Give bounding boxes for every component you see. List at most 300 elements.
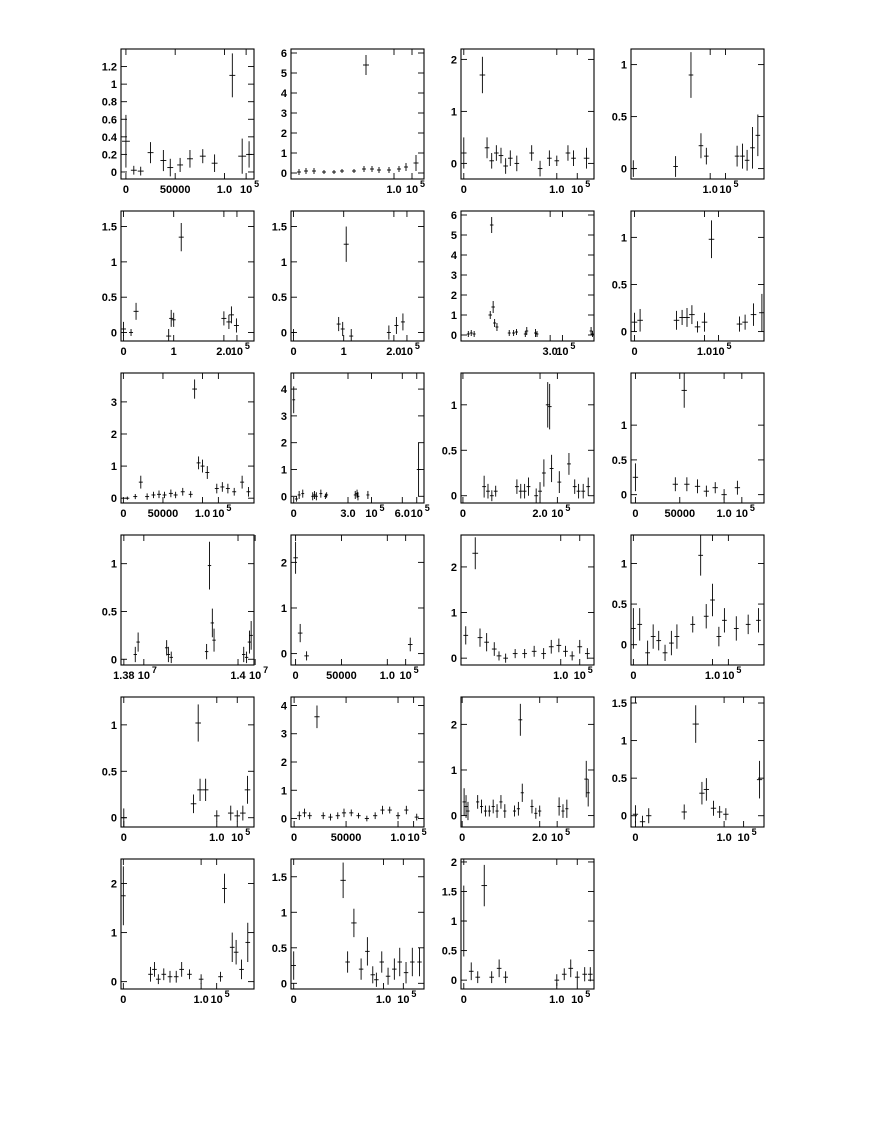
x-exponent-label: 5 (413, 665, 419, 675)
data-point (515, 479, 519, 494)
data-point (222, 874, 227, 903)
y-tick-label: 0.5 (271, 942, 287, 955)
data-point (541, 648, 546, 659)
data-point (139, 476, 143, 489)
x-tick-label: 3.0 (340, 508, 356, 520)
x-exponent-label: 5 (424, 503, 430, 513)
x-tick-label: 0 (291, 832, 298, 844)
data-point (131, 166, 137, 175)
data-point (308, 812, 312, 819)
panel-16 (612, 535, 764, 682)
y-tick-label: 3 (450, 270, 457, 282)
data-point (632, 313, 638, 332)
data-point (189, 491, 193, 497)
panel-2 (281, 48, 425, 196)
data-point (396, 812, 400, 819)
plot-frame (631, 49, 764, 179)
panel-18 (281, 697, 427, 844)
y-tick-label: 0 (450, 975, 457, 988)
plot-frame (461, 859, 594, 989)
data-point (532, 646, 537, 657)
panel-17 (102, 697, 254, 844)
data-point (292, 386, 295, 413)
y-tick-label: 4 (280, 384, 287, 397)
data-point (234, 318, 239, 332)
x-tick-label: 0 (122, 184, 129, 196)
x-exponent-label: 5 (585, 179, 591, 189)
y-tick-label: 1 (110, 927, 117, 940)
data-point (492, 800, 495, 814)
y-tick-label: 1 (450, 106, 457, 119)
data-point (562, 968, 567, 980)
data-point (165, 640, 168, 655)
data-point (538, 482, 542, 500)
plot-frame (461, 535, 594, 665)
y-tick-label: 2 (450, 561, 457, 574)
y-tick-label: 0 (620, 489, 627, 502)
data-point (363, 55, 369, 75)
data-point (675, 624, 680, 648)
data-point (656, 631, 661, 651)
y-tick-label: 0 (280, 168, 287, 180)
x-tick-label: 10 (231, 832, 244, 844)
data-point (475, 971, 480, 983)
data-point (192, 379, 197, 398)
data-point (136, 633, 139, 652)
y-tick-label: 0.5 (101, 766, 117, 779)
data-point (337, 317, 341, 331)
y-tick-label: 1 (280, 602, 287, 615)
data-point (570, 651, 575, 660)
x-tick-label: 10 (137, 670, 150, 682)
panel-22 (272, 859, 424, 1006)
panel-8 (612, 211, 764, 358)
data-point (201, 460, 205, 473)
y-tick-label: 1.5 (271, 221, 287, 234)
data-point (234, 810, 240, 821)
data-point (205, 644, 208, 659)
y-tick-label: 1 (110, 79, 117, 92)
data-point (122, 115, 130, 168)
x-tick-label: 1.0 (702, 184, 718, 196)
x-tick-label: 1.0 (553, 670, 569, 682)
data-point (232, 488, 236, 496)
x-tick-label: 10 (571, 184, 584, 196)
data-point (704, 604, 709, 628)
data-point (534, 808, 537, 819)
data-point (301, 490, 304, 498)
plot-frame (291, 49, 424, 179)
x-tick-label: 10 (397, 994, 410, 1006)
data-point (181, 488, 185, 496)
data-point (567, 453, 571, 475)
data-point (637, 608, 642, 641)
data-point (354, 491, 357, 499)
y-tick-label: 0.5 (101, 292, 117, 305)
data-point (745, 150, 750, 171)
data-point (586, 478, 590, 496)
data-point (466, 802, 469, 820)
y-tick-label: 0.5 (611, 279, 627, 292)
data-point (387, 167, 391, 173)
data-point (494, 145, 499, 161)
data-point (558, 797, 561, 815)
data-point (485, 137, 490, 158)
panel-14 (281, 535, 424, 682)
y-tick-label: 1.5 (611, 698, 627, 711)
data-point (689, 52, 694, 98)
data-point (542, 459, 546, 486)
x-exponent-label: 5 (379, 503, 385, 513)
y-tick-label: 5 (450, 230, 457, 242)
data-point (461, 886, 466, 957)
data-point (229, 53, 235, 97)
data-point (362, 166, 366, 172)
data-point (291, 951, 295, 979)
y-tick-label: 0 (110, 166, 117, 179)
data-point (377, 167, 381, 173)
y-tick-label: 0.5 (611, 111, 627, 124)
x-exponent-label: 5 (565, 503, 571, 513)
data-point (737, 317, 743, 332)
x-tick-label: 10 (239, 184, 253, 196)
x-tick-label: 0 (632, 508, 639, 520)
y-tick-label: 6 (450, 210, 457, 222)
data-point (228, 806, 234, 821)
data-point (397, 948, 401, 976)
data-point (298, 491, 301, 499)
y-tick-label: 1.5 (441, 886, 457, 899)
data-point (640, 816, 645, 827)
data-point (518, 704, 522, 736)
data-point (723, 808, 728, 820)
data-point (166, 329, 171, 341)
data-point (704, 778, 709, 801)
data-point (631, 160, 636, 177)
data-point (245, 776, 251, 804)
x-tick-label: 1 (340, 346, 347, 358)
data-point (476, 795, 479, 809)
y-tick-label: 4 (280, 88, 287, 100)
y-tick-label: 1 (280, 464, 287, 477)
data-point (417, 948, 421, 976)
data-point (187, 150, 193, 168)
data-point (584, 761, 588, 797)
data-point (484, 806, 487, 817)
data-point (735, 146, 740, 167)
data-point (297, 811, 301, 819)
x-exponent-label: 5 (749, 503, 755, 513)
data-point (717, 627, 722, 647)
y-tick-label: 0 (110, 976, 117, 989)
data-point (491, 301, 495, 313)
data-point (709, 220, 715, 258)
data-point (554, 974, 559, 986)
data-point (757, 761, 762, 799)
data-point (218, 972, 223, 982)
data-point (673, 156, 678, 177)
data-point (633, 463, 638, 491)
x-exponent-label: 5 (420, 179, 426, 189)
x-exponent-label: 7 (263, 665, 269, 675)
y-tick-label: 0.5 (271, 292, 287, 305)
data-point (527, 478, 531, 496)
data-point (249, 621, 252, 650)
data-point (699, 782, 704, 805)
data-point (492, 642, 497, 656)
y-tick-label: 0 (450, 158, 457, 171)
x-tick-label: 0 (120, 508, 127, 520)
y-tick-label: 4 (450, 250, 457, 262)
x-tick-label: 50000 (147, 508, 179, 520)
data-point (167, 647, 170, 662)
data-point (134, 303, 139, 320)
x-tick-label: 1.0 (386, 184, 402, 196)
panel-10 (281, 373, 430, 520)
data-point (125, 497, 129, 500)
x-tick-label: 1.0 (716, 832, 732, 844)
y-tick-label: 0 (110, 654, 117, 667)
panel-5 (102, 211, 254, 358)
x-exponent-label: 5 (421, 827, 427, 837)
data-point (702, 313, 708, 332)
data-point (684, 477, 689, 491)
data-point (480, 800, 483, 814)
y-tick-label: 0 (620, 326, 627, 339)
data-point (538, 161, 543, 177)
data-point (417, 443, 421, 497)
x-tick-label: 10 (405, 184, 419, 196)
data-point (313, 491, 316, 499)
data-point (759, 294, 764, 332)
data-point (121, 322, 126, 336)
y-tick-label: 0.8 (101, 96, 117, 109)
data-point (187, 969, 192, 979)
x-exponent-label: 5 (751, 827, 757, 837)
x-tick-label: 50000 (664, 508, 696, 520)
data-point (704, 148, 709, 165)
y-tick-label: 2 (110, 428, 117, 441)
data-point (711, 801, 716, 816)
y-tick-label: 2 (450, 54, 457, 67)
y-tick-label: 0.5 (441, 945, 457, 958)
x-tick-label: 2.0 (386, 346, 402, 358)
x-tick-label: 10 (212, 508, 225, 520)
data-point (565, 800, 568, 818)
data-point (394, 317, 398, 334)
data-point (493, 319, 496, 327)
data-point (534, 488, 538, 503)
x-tick-label: 1 (170, 346, 177, 358)
data-point (341, 322, 345, 336)
data-point (214, 810, 220, 821)
data-point (199, 974, 204, 984)
data-point (167, 159, 173, 177)
y-tick-label: 1.5 (271, 871, 287, 884)
data-point (365, 816, 369, 822)
data-point (314, 705, 319, 728)
y-tick-label: 1 (110, 558, 117, 571)
data-point (304, 168, 308, 174)
y-tick-label: 2 (110, 878, 117, 891)
data-point (293, 542, 298, 574)
x-tick-label: 0 (120, 832, 127, 844)
y-tick-label: 0 (110, 812, 117, 825)
x-tick-label: 1.0 (379, 670, 395, 682)
x-tick-label: 0 (460, 184, 467, 196)
data-point (212, 629, 215, 652)
y-tick-label: 1 (620, 558, 627, 571)
x-tick-label: 3.0 (542, 346, 558, 358)
x-tick-label: 10 (410, 508, 423, 520)
x-exponent-label: 5 (254, 179, 260, 189)
x-tick-label: 0 (460, 994, 467, 1006)
data-point (356, 813, 360, 819)
data-point (302, 809, 306, 817)
panel-21 (111, 859, 254, 1006)
x-tick-label: 10 (735, 508, 748, 520)
x-tick-label: 1.0 (193, 994, 209, 1006)
x-tick-label: 10 (407, 832, 420, 844)
data-point (689, 305, 695, 324)
data-point (512, 330, 515, 336)
data-point (669, 631, 674, 655)
data-point (751, 303, 757, 326)
data-point (480, 57, 486, 93)
data-point (145, 493, 149, 499)
x-exponent-label: 7 (151, 665, 157, 675)
data-point (699, 133, 704, 158)
data-point (191, 795, 197, 814)
x-exponent-label: 5 (587, 665, 593, 675)
data-point (508, 330, 511, 336)
data-point (463, 626, 468, 644)
data-point (514, 156, 519, 172)
plot-frame (461, 211, 594, 341)
data-point (489, 153, 494, 169)
data-point (529, 145, 534, 161)
plot-frame (121, 49, 254, 179)
data-point (340, 169, 344, 173)
x-tick-label: 0 (630, 670, 637, 682)
x-tick-label: 0 (290, 994, 297, 1006)
data-point (698, 535, 703, 576)
y-tick-label: 0 (280, 813, 287, 826)
x-tick-label: 0 (120, 994, 127, 1006)
data-point (585, 648, 590, 659)
data-point (582, 967, 587, 981)
data-point (690, 616, 695, 632)
data-point (740, 144, 745, 169)
data-point (497, 959, 502, 977)
data-point (461, 137, 467, 168)
data-point (546, 382, 550, 427)
data-point (464, 795, 467, 818)
data-point (515, 329, 518, 335)
data-point (387, 325, 391, 339)
data-point (513, 806, 516, 817)
y-tick-label: 1 (620, 59, 627, 72)
plot-frame (291, 535, 424, 665)
data-point (588, 967, 593, 981)
data-point (226, 484, 230, 494)
y-tick-label: 0 (280, 491, 287, 504)
data-point (352, 169, 356, 173)
x-tick-label: 0 (632, 832, 639, 844)
data-point (332, 170, 336, 174)
x-tick-label: 10 (230, 346, 244, 358)
data-point (513, 649, 518, 658)
y-tick-label: 3 (280, 410, 287, 423)
x-tick-label: 10 (571, 994, 584, 1006)
data-point (312, 168, 316, 174)
panel-20 (612, 697, 764, 844)
data-point (408, 638, 413, 652)
data-point (693, 705, 699, 743)
y-tick-label: 4 (280, 700, 287, 713)
y-tick-label: 1 (110, 719, 117, 732)
data-point (401, 313, 405, 330)
y-tick-label: 1 (450, 399, 457, 412)
plot-frame (121, 697, 254, 827)
x-exponent-label: 5 (224, 989, 230, 999)
y-tick-label: 3 (110, 396, 117, 409)
data-point (415, 814, 419, 821)
data-point (695, 321, 701, 332)
panel-9 (111, 373, 254, 520)
data-point (488, 311, 492, 319)
x-tick-label: 10 (719, 184, 732, 196)
y-tick-label: 3 (280, 108, 287, 120)
data-point (195, 704, 201, 741)
data-point (637, 309, 643, 332)
data-point (490, 490, 494, 501)
x-tick-label: 1.0 (549, 994, 565, 1006)
x-tick-label: 2.0 (216, 346, 232, 358)
panel-23 (442, 857, 594, 1006)
y-tick-label: 0 (280, 978, 287, 991)
data-point (157, 490, 161, 498)
y-tick-label: 3 (280, 728, 287, 741)
data-point (172, 313, 176, 327)
data-point (298, 624, 303, 642)
data-point (315, 492, 318, 500)
data-point (197, 456, 201, 469)
y-tick-label: 0.5 (611, 773, 627, 786)
data-point (538, 806, 541, 817)
data-point (151, 492, 155, 498)
data-point (397, 166, 401, 172)
data-point (295, 496, 298, 501)
data-point (386, 968, 390, 985)
x-tick-label: 10 (400, 346, 414, 358)
x-tick-label: 10 (399, 670, 412, 682)
data-point (380, 806, 384, 814)
data-point (169, 310, 173, 327)
data-point (366, 491, 369, 499)
x-tick-label: 0 (292, 670, 299, 682)
data-point (631, 608, 636, 649)
y-tick-label: 1 (110, 256, 117, 269)
x-tick-label: 1.0 (194, 508, 211, 520)
data-point (229, 306, 234, 323)
data-point (238, 139, 246, 174)
x-tick-label: 50000 (326, 670, 357, 682)
data-point (245, 923, 250, 962)
data-point (575, 971, 580, 983)
data-point (561, 804, 564, 818)
plot-frame (291, 859, 424, 989)
